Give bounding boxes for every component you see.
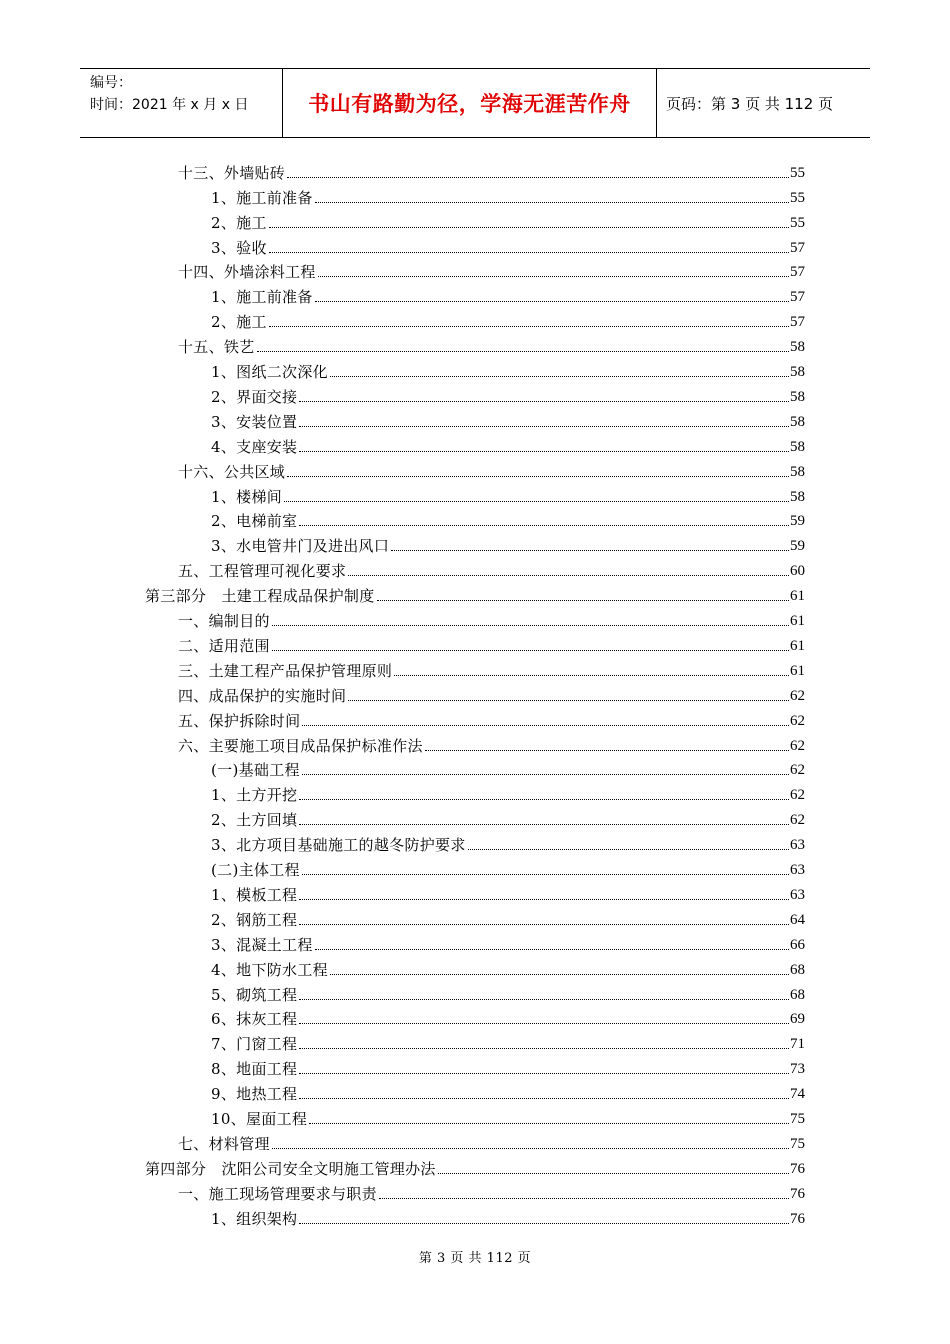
toc-entry-title: 9、地热工程 (211, 1085, 298, 1104)
toc-entry-title: 一、施工现场管理要求与职责 (178, 1184, 377, 1203)
toc-leader-dots (272, 624, 789, 626)
toc-entry-page: 74 (790, 1086, 805, 1103)
toc-entry-page: 66 (790, 936, 805, 953)
toc-entry-title: 四、成品保护的实施时间 (178, 686, 347, 705)
toc-leader-dots (299, 1222, 789, 1224)
toc-entry[interactable] (211, 756, 805, 781)
toc-entry-page: 76 (790, 1160, 805, 1177)
page-header (80, 68, 870, 138)
toc-entry[interactable] (178, 681, 805, 706)
toc-entry-title: (一)基础工程 (211, 761, 300, 780)
toc-entry-page: 62 (790, 762, 805, 779)
toc-leader-dots (330, 973, 789, 975)
toc-entry-page: 55 (790, 189, 805, 206)
toc-leader-dots (299, 1097, 789, 1099)
toc-entry-title: 5、砌筑工程 (211, 985, 298, 1004)
toc-entry-page: 60 (790, 563, 805, 580)
toc-entry-page: 62 (790, 712, 805, 729)
toc-leader-dots (468, 848, 789, 850)
toc-entry-title: 1、模板工程 (211, 885, 298, 904)
toc-leader-dots (330, 375, 789, 377)
toc-entry-title: 十六、公共区域 (178, 462, 286, 481)
toc-entry-page: 71 (790, 1036, 805, 1053)
toc-entry-page: 57 (790, 239, 805, 256)
toc-entry-page: 63 (790, 886, 805, 903)
toc-entry-page: 61 (790, 588, 805, 605)
toc-entry[interactable] (211, 183, 805, 208)
toc-leader-dots (318, 275, 789, 277)
toc-entry-page: 58 (790, 364, 805, 381)
document-date: 时间：2021 年 x 月 x 日 (90, 97, 249, 113)
toc-entry[interactable] (211, 482, 805, 507)
toc-leader-dots (379, 1197, 789, 1199)
toc-entry[interactable] (211, 432, 805, 457)
toc-entry-title: 10、屋面工程 (211, 1110, 308, 1129)
toc-entry[interactable] (211, 382, 805, 407)
toc-entry-title: 2、界面交接 (211, 387, 298, 406)
toc-entry[interactable] (211, 307, 805, 332)
toc-entry[interactable] (211, 233, 805, 258)
toc-entry-title: 六、主要施工项目成品保护标准作法 (178, 736, 423, 755)
toc-entry[interactable] (211, 1204, 805, 1229)
toc-leader-dots (302, 873, 789, 875)
toc-leader-dots (272, 1147, 789, 1149)
toc-entry-page: 76 (790, 1185, 805, 1202)
toc-entry-title: 2、施工 (211, 313, 267, 332)
toc-leader-dots (299, 1072, 789, 1074)
toc-entry[interactable] (211, 283, 805, 308)
toc-leader-dots (438, 1172, 789, 1174)
toc-entry[interactable] (211, 1005, 805, 1030)
toc-leader-dots (425, 749, 789, 751)
toc-entry-title: 2、电梯前室 (211, 512, 298, 531)
toc-entry-title: (二)主体工程 (211, 861, 300, 880)
toc-entry-page: 57 (790, 289, 805, 306)
toc-leader-dots (272, 649, 789, 651)
header-meta (90, 72, 248, 116)
toc-entry-page: 58 (790, 463, 805, 480)
toc-leader-dots (299, 923, 789, 925)
toc-entry-page: 63 (790, 862, 805, 879)
toc-entry-page: 62 (790, 812, 805, 829)
toc-entry-title: 3、北方项目基础施工的越冬防护要求 (211, 836, 466, 855)
toc-entry[interactable] (211, 930, 805, 955)
toc-leader-dots (299, 524, 789, 526)
toc-entry[interactable] (211, 880, 805, 905)
toc-entry-title: 2、钢筋工程 (211, 910, 298, 929)
toc-entry-title: 3、验收 (211, 238, 267, 257)
toc-entry[interactable] (211, 830, 805, 855)
toc-entry-title: 1、图纸二次深化 (211, 363, 328, 382)
toc-entry[interactable] (211, 980, 805, 1005)
toc-entry[interactable] (178, 706, 805, 731)
toc-leader-dots (269, 325, 789, 327)
toc-leader-dots (299, 400, 789, 402)
toc-entry[interactable] (145, 581, 805, 606)
toc-entry[interactable] (211, 1030, 805, 1055)
header-motto: 书山有路勤为径，学海无涯苦作舟 (308, 92, 631, 116)
toc-entry[interactable] (211, 805, 805, 830)
toc-entry-title: 七、材料管理 (178, 1134, 270, 1153)
toc-leader-dots (299, 1022, 789, 1024)
toc-entry-title: 3、水电管井门及进出风口 (211, 537, 390, 556)
toc-entry-title: 十三、外墙贴砖 (178, 163, 286, 182)
toc-entry[interactable] (211, 407, 805, 432)
toc-entry[interactable] (178, 1129, 805, 1154)
toc-entry[interactable] (211, 507, 805, 532)
toc-entry-page: 59 (790, 538, 805, 555)
toc-leader-dots (302, 773, 789, 775)
page-footer: 第 3 页 共 112 页 (418, 1251, 532, 1266)
toc-entry[interactable] (178, 258, 805, 283)
toc-entry-title: 2、施工 (211, 213, 267, 232)
toc-entry[interactable] (211, 1054, 805, 1079)
toc-entry[interactable] (211, 781, 805, 806)
toc-entry-page: 61 (790, 662, 805, 679)
toc-entry-page: 69 (790, 1011, 805, 1028)
toc-leader-dots (299, 898, 789, 900)
toc-entry[interactable] (178, 332, 805, 357)
toc-leader-dots (299, 798, 789, 800)
toc-leader-dots (394, 674, 789, 676)
toc-entry-title: 第三部分 土建工程成品保护制度 (145, 587, 375, 606)
toc-entry-page: 57 (790, 314, 805, 331)
toc-entry-page: 64 (790, 911, 805, 928)
toc-entry[interactable] (178, 731, 805, 756)
toc-entry-title: 1、组织架构 (211, 1209, 298, 1228)
toc-entry-title: 4、地下防水工程 (211, 960, 328, 979)
toc-leader-dots (269, 226, 789, 228)
toc-entry[interactable] (211, 955, 805, 980)
toc-leader-dots (348, 574, 789, 576)
toc-entry[interactable] (211, 905, 805, 930)
toc-entry[interactable] (178, 631, 805, 656)
toc-entry-title: 1、土方开挖 (211, 786, 298, 805)
toc-entry-page: 75 (790, 1111, 805, 1128)
toc-leader-dots (257, 350, 789, 352)
toc-entry-title: 十四、外墙涂料工程 (178, 263, 316, 282)
toc-entry-title: 2、土方回填 (211, 811, 298, 830)
toc-entry-title: 一、编制目的 (178, 612, 270, 631)
toc-entry-page: 61 (790, 637, 805, 654)
toc-entry-title: 1、楼梯间 (211, 487, 283, 506)
toc-entry-page: 75 (790, 1135, 805, 1152)
header-divider (656, 69, 657, 137)
toc-entry-page: 62 (790, 737, 805, 754)
toc-entry-page: 58 (790, 413, 805, 430)
toc-entry-page: 58 (790, 388, 805, 405)
toc-entry-page: 76 (790, 1210, 805, 1227)
toc-entry-page: 58 (790, 339, 805, 356)
toc-entry[interactable] (178, 457, 805, 482)
toc-entry-page: 63 (790, 837, 805, 854)
toc-entry[interactable] (178, 606, 805, 631)
toc-leader-dots (287, 176, 789, 178)
toc-entry-title: 十五、铁艺 (178, 338, 255, 357)
toc-entry[interactable] (211, 208, 805, 233)
toc-entry-page: 62 (790, 687, 805, 704)
toc-entry[interactable] (178, 1179, 805, 1204)
toc-leader-dots (391, 549, 789, 551)
toc-entry-page: 58 (790, 438, 805, 455)
toc-entry[interactable] (178, 158, 805, 183)
toc-leader-dots (269, 251, 789, 253)
toc-entry-title: 3、混凝土工程 (211, 935, 313, 954)
toc-leader-dots (299, 425, 789, 427)
toc-entry-page: 73 (790, 1061, 805, 1078)
toc-entry-title: 8、地面工程 (211, 1060, 298, 1079)
toc-entry-title: 1、施工前准备 (211, 288, 313, 307)
toc-entry-title: 五、保护拆除时间 (178, 711, 301, 730)
toc-entry-page: 57 (790, 264, 805, 281)
toc-entry-page: 61 (790, 613, 805, 630)
toc-leader-dots (299, 823, 789, 825)
toc-entry-page: 58 (790, 488, 805, 505)
toc-leader-dots (299, 450, 789, 452)
toc-entry-title: 1、施工前准备 (211, 188, 313, 207)
toc-leader-dots (302, 724, 789, 726)
toc-entry-page: 59 (790, 513, 805, 530)
toc-entry[interactable] (211, 357, 805, 382)
toc-entry-page: 55 (790, 164, 805, 181)
toc-entry-page: 68 (790, 986, 805, 1003)
toc-leader-dots (287, 475, 789, 477)
toc-entry-page: 68 (790, 961, 805, 978)
toc-entry[interactable] (178, 556, 805, 581)
toc-entry-page: 62 (790, 787, 805, 804)
toc-entry[interactable] (211, 1104, 805, 1129)
toc-entry[interactable] (178, 656, 805, 681)
document-number: 编号： (90, 75, 132, 91)
toc-leader-dots (377, 599, 789, 601)
toc-leader-dots (309, 1122, 789, 1124)
toc-entry[interactable] (211, 855, 805, 880)
toc-entry[interactable] (211, 1079, 805, 1104)
toc-entry-title: 二、适用范围 (178, 636, 270, 655)
toc-leader-dots (299, 1047, 789, 1049)
toc-entry-title: 7、门窗工程 (211, 1035, 298, 1054)
toc-leader-dots (315, 948, 789, 950)
toc-entry-title: 第四部分 沈阳公司安全文明施工管理办法 (145, 1159, 436, 1178)
toc-leader-dots (348, 699, 789, 701)
toc-entry[interactable] (211, 532, 805, 557)
toc-leader-dots (315, 300, 789, 302)
toc-entry-title: 五、工程管理可视化要求 (178, 562, 347, 581)
toc-entry-title: 三、土建工程产品保护管理原则 (178, 661, 393, 680)
toc-entry-title: 4、支座安装 (211, 437, 298, 456)
toc-leader-dots (299, 998, 789, 1000)
toc-leader-dots (315, 201, 789, 203)
toc-entry-title: 6、抹灰工程 (211, 1010, 298, 1029)
toc-entry-page: 55 (790, 214, 805, 231)
header-page-info: 页码：第 3 页 共 112 页 (666, 94, 834, 113)
toc-entry-title: 3、安装位置 (211, 412, 298, 431)
toc-leader-dots (284, 500, 789, 502)
toc-entry[interactable] (145, 1154, 805, 1179)
